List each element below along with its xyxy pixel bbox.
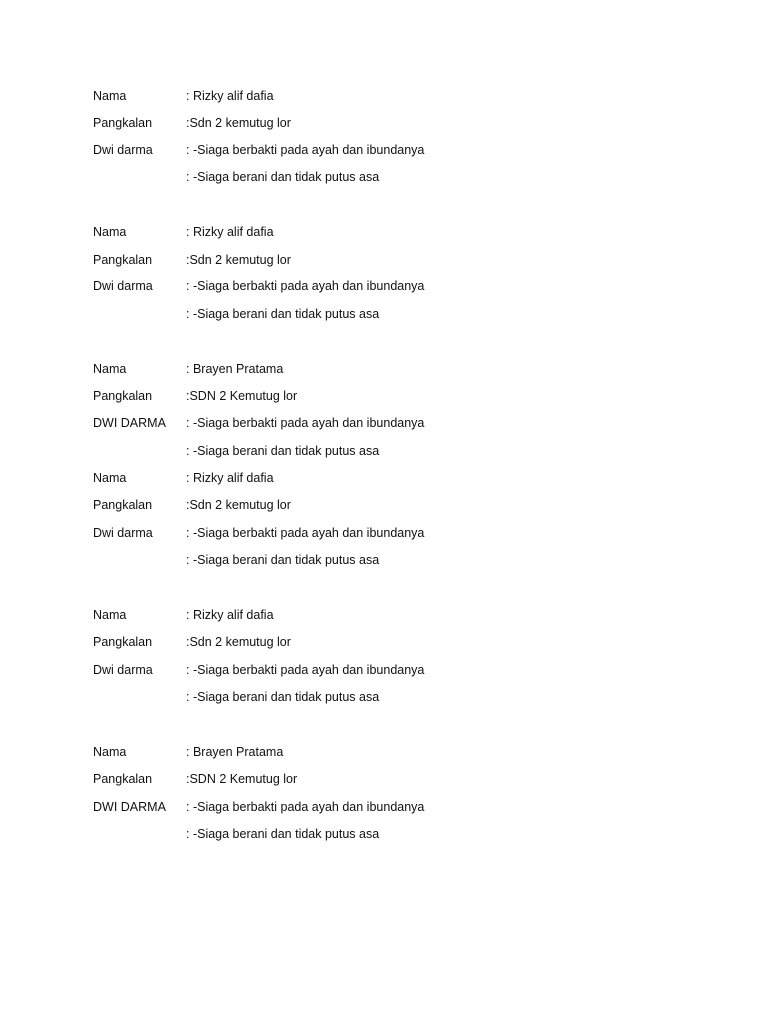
field-value: : -Siaga berbakti pada ayah dan ibundanya (186, 526, 425, 540)
field-value: :SDN 2 Kemutug lor (186, 772, 298, 786)
field-label: Dwi darma (93, 143, 153, 157)
field-label: Pangkalan (93, 389, 153, 403)
field-label: Nama (93, 362, 127, 376)
field-value: : -Siaga berbakti pada ayah dan ibundanya (186, 663, 425, 677)
field-value: : Rizky alif dafia (186, 471, 274, 485)
field-label: Dwi darma (93, 526, 153, 540)
field-label: Nama (93, 608, 127, 622)
field-value: : Brayen Pratama (186, 745, 284, 759)
field-value: : Rizky alif dafia (186, 89, 274, 103)
field-label: Nama (93, 745, 127, 759)
field-label: Pangkalan (93, 116, 153, 130)
field-label: Pangkalan (93, 635, 153, 649)
field-value: : -Siaga berani dan tidak putus asa (186, 827, 380, 841)
field-value: :Sdn 2 kemutug lor (186, 116, 291, 130)
field-label: Nama (93, 225, 127, 239)
field-value: : Rizky alif dafia (186, 608, 274, 622)
field-value: : Rizky alif dafia (186, 225, 274, 239)
field-value: : -Siaga berbakti pada ayah dan ibundanya (186, 416, 425, 430)
field-value: : -Siaga berbakti pada ayah dan ibundanya (186, 279, 425, 293)
field-value: :Sdn 2 kemutug lor (186, 635, 291, 649)
field-label: Pangkalan (93, 498, 153, 512)
field-value: : -Siaga berbakti pada ayah dan ibundanya (186, 800, 425, 814)
field-value: : Brayen Pratama (186, 362, 284, 376)
field-value: : -Siaga berbakti pada ayah dan ibundanya (186, 143, 425, 157)
field-label: DWI DARMA (93, 800, 166, 814)
field-label: Nama (93, 89, 127, 103)
field-value: : -Siaga berani dan tidak putus asa (186, 307, 380, 321)
field-value: : -Siaga berani dan tidak putus asa (186, 690, 380, 704)
field-label: Dwi darma (93, 279, 153, 293)
field-label: Pangkalan (93, 253, 153, 267)
field-label: DWI DARMA (93, 416, 166, 430)
field-value: :Sdn 2 kemutug lor (186, 253, 291, 267)
field-value: : -Siaga berani dan tidak putus asa (186, 444, 380, 458)
field-value: :Sdn 2 kemutug lor (186, 498, 291, 512)
field-label: Dwi darma (93, 663, 153, 677)
field-label: Pangkalan (93, 772, 153, 786)
field-value: :SDN 2 Kemutug lor (186, 389, 298, 403)
field-label: Nama (93, 471, 127, 485)
field-value: : -Siaga berani dan tidak putus asa (186, 170, 380, 184)
field-value: : -Siaga berani dan tidak putus asa (186, 553, 380, 567)
